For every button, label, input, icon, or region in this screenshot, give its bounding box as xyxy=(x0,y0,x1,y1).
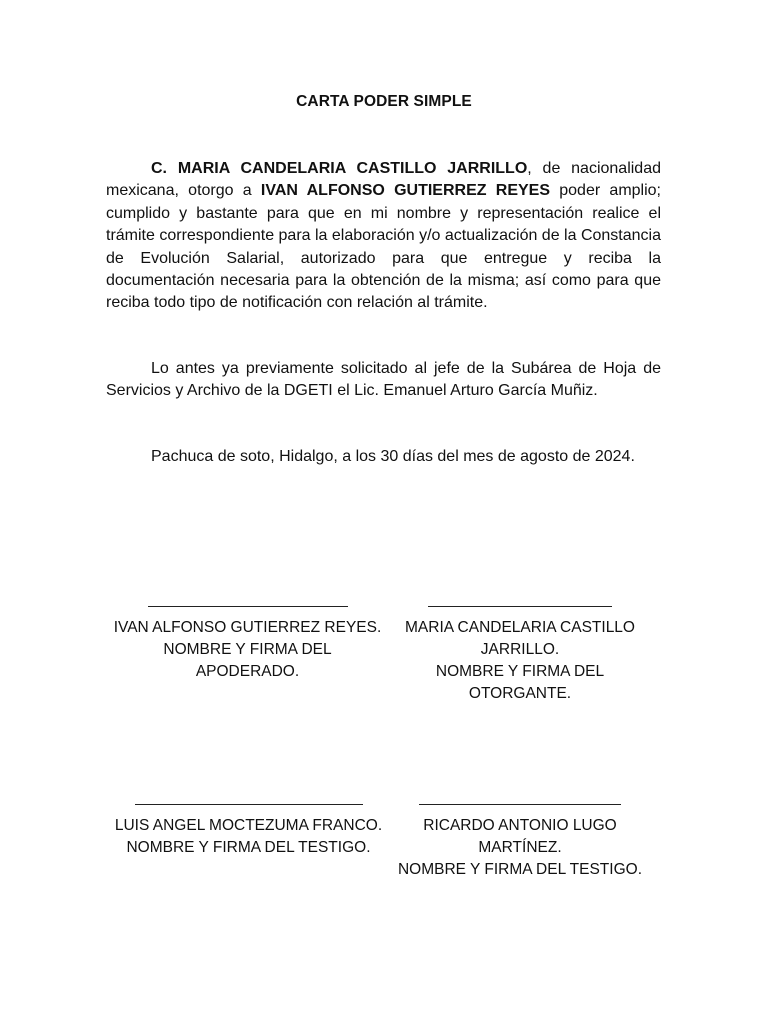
grantor-name: C. MARIA CANDELARIA CASTILLO JARRILLO xyxy=(151,160,528,177)
grantor-signature-role-2: OTORGANTE. xyxy=(468,685,572,702)
witness1-signature-name: LUIS ANGEL MOCTEZUMA FRANCO. xyxy=(114,817,383,834)
grantor-signature-name-2: JARRILLO. xyxy=(480,641,560,658)
signature-line xyxy=(148,606,348,607)
witness2-signature-role: NOMBRE Y FIRMA DEL TESTIGO. xyxy=(397,861,643,878)
witness1-signature-block xyxy=(106,804,391,859)
attorney-signature-block xyxy=(110,606,385,683)
grantor-signature-block xyxy=(400,606,640,705)
paragraph1-text-b: poder amplio; cumplido y bastante para que en mi nombre y representación realice el trámite correspondiente para la elaboración y/o actualización de la Constancia de Evolución Salarial, autorizado para que entregue y reciba la documentación necesaria para la obtención de la misma; así como para que reciba todo tipo de notificación con relación al trámite. xyxy=(106,182,662,312)
signature-line xyxy=(428,606,612,607)
attorney-signature-role-2: APODERADO. xyxy=(195,663,300,680)
witness1-signature-role: NOMBRE Y FIRMA DEL TESTIGO. xyxy=(126,839,371,856)
grantor-signature-name-1: MARIA CANDELARIA CASTILLO xyxy=(405,619,635,636)
request-paragraph: Lo antes ya previamente solicitado al jefe de la Subárea de Hoja de Servicios y Archivo de la DGETI el Lic. Emanuel Arturo García Muñiz. xyxy=(106,360,661,400)
witness2-signature-name-2: MARTÍNEZ. xyxy=(478,839,562,856)
attorney-signature-role-1: NOMBRE Y FIRMA DEL xyxy=(163,641,332,658)
signature-line xyxy=(419,804,621,805)
document-title: CARTA PODER SIMPLE xyxy=(296,93,472,110)
place-date: Pachuca de soto, Hidalgo, a los 30 días del mes de agosto de 2024. xyxy=(151,448,635,465)
witness2-signature-name-1: RICARDO ANTONIO LUGO xyxy=(423,817,617,834)
attorney-name: IVAN ALFONSO GUTIERREZ REYES xyxy=(260,182,551,200)
signature-line xyxy=(135,804,363,805)
attorney-signature-name: IVAN ALFONSO GUTIERREZ REYES. xyxy=(113,619,382,636)
grantor-signature-role-1: NOMBRE Y FIRMA DEL xyxy=(435,663,605,680)
witness2-signature-block xyxy=(395,804,645,881)
power-grant-paragraph xyxy=(106,158,661,315)
paragraph1-text-a: , de nacionalidad mexicana, otorgo a xyxy=(106,160,662,200)
